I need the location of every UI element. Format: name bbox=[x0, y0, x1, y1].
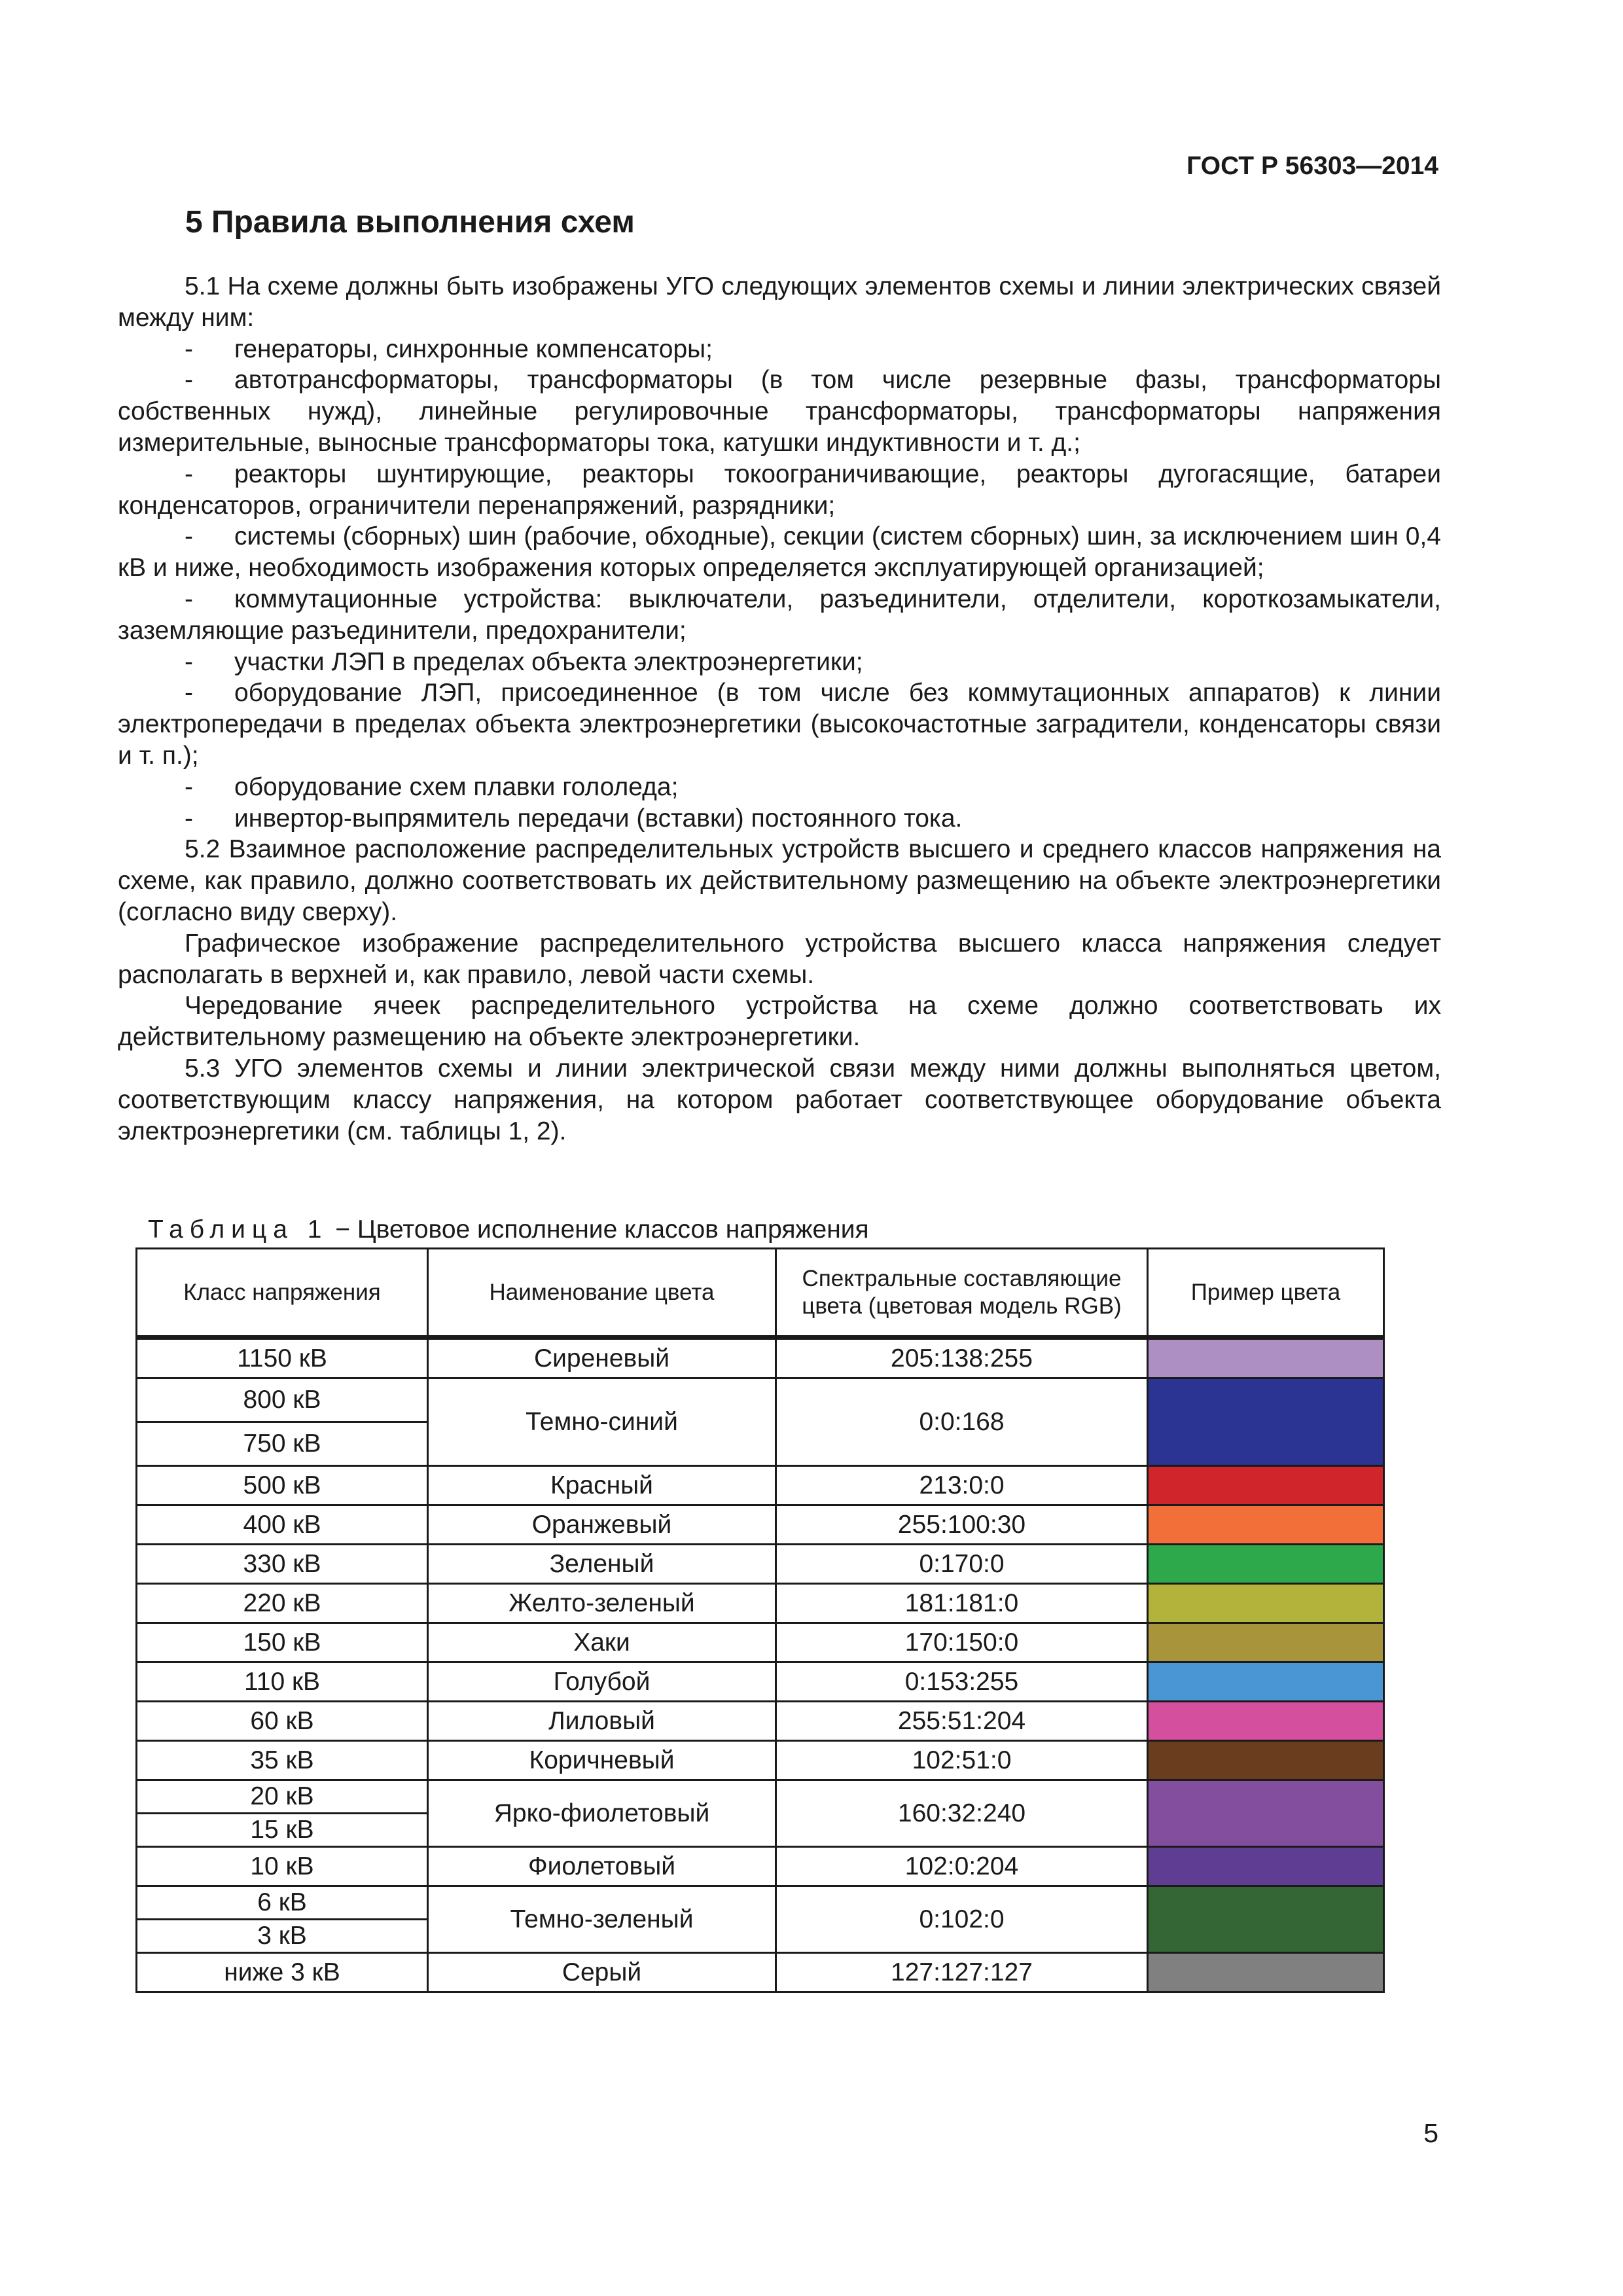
color-name-cell: Желто-зеленый bbox=[428, 1584, 776, 1623]
header-rgb-components: Спектральные составляющие цвета (цветовая модель RGB) bbox=[776, 1249, 1148, 1338]
list-item bbox=[118, 803, 1441, 834]
voltage-class-cell: 220 кВ bbox=[137, 1584, 428, 1623]
table-row bbox=[137, 1545, 1384, 1584]
table-row bbox=[137, 1741, 1384, 1780]
color-name-cell: Сиреневый bbox=[428, 1338, 776, 1378]
color-swatch bbox=[1148, 1378, 1384, 1466]
list-dash: - bbox=[185, 459, 193, 488]
list-item bbox=[118, 459, 1441, 522]
voltage-class-cell: 330 кВ bbox=[137, 1545, 428, 1584]
voltage-class-cell: 110 кВ bbox=[137, 1662, 428, 1702]
voltage-class-cell: 1150 кВ bbox=[137, 1338, 428, 1378]
list-item bbox=[118, 334, 1441, 365]
table-row bbox=[137, 1953, 1384, 1992]
table-caption-label: Таблица 1 bbox=[148, 1215, 329, 1244]
standard-code: ГОСТ Р 56303—2014 bbox=[1186, 152, 1438, 180]
paragraph-5-1: 5.1 На схеме должны быть изображены УГО следующих элементов схемы и линии электрических связей между ним: bbox=[118, 272, 1441, 332]
voltage-class-cell: 15 кВ bbox=[137, 1814, 428, 1847]
color-swatch bbox=[1148, 1780, 1384, 1847]
rgb-cell: 255:51:204 bbox=[776, 1702, 1148, 1741]
color-name-cell: Хаки bbox=[428, 1623, 776, 1662]
voltage-color-table bbox=[135, 1247, 1385, 1993]
table-header-row bbox=[137, 1249, 1384, 1338]
table-row bbox=[137, 1662, 1384, 1702]
list-item bbox=[118, 365, 1441, 458]
rgb-cell: 0:153:255 bbox=[776, 1662, 1148, 1702]
color-swatch bbox=[1148, 1545, 1384, 1584]
voltage-class-cell: 20 кВ bbox=[137, 1780, 428, 1814]
color-name-cell: Серый bbox=[428, 1953, 776, 1992]
color-name-cell: Оранжевый bbox=[428, 1505, 776, 1545]
rgb-cell: 170:150:0 bbox=[776, 1623, 1148, 1662]
list-item bbox=[118, 677, 1441, 771]
voltage-class-cell: 400 кВ bbox=[137, 1505, 428, 1545]
rgb-cell: 255:100:30 bbox=[776, 1505, 1148, 1545]
color-name-cell: Фиолетовый bbox=[428, 1847, 776, 1886]
voltage-class-cell: 750 кВ bbox=[137, 1422, 428, 1466]
table-row bbox=[137, 1623, 1384, 1662]
rgb-cell: 102:0:204 bbox=[776, 1847, 1148, 1886]
color-name-cell: Ярко-фиолетовый bbox=[428, 1780, 776, 1847]
table-row bbox=[137, 1847, 1384, 1886]
list-dash: - bbox=[185, 366, 193, 395]
list-dash: - bbox=[185, 804, 193, 833]
rgb-cell: 0:0:168 bbox=[776, 1378, 1148, 1466]
voltage-class-cell: 10 кВ bbox=[137, 1847, 428, 1886]
color-swatch bbox=[1148, 1584, 1384, 1623]
rgb-cell: 0:102:0 bbox=[776, 1886, 1148, 1953]
color-swatch bbox=[1148, 1466, 1384, 1505]
list-item bbox=[118, 521, 1441, 584]
header-color-sample: Пример цвета bbox=[1148, 1249, 1384, 1338]
color-swatch bbox=[1148, 1623, 1384, 1662]
table-row bbox=[137, 1702, 1384, 1741]
list-dash: - bbox=[185, 679, 193, 708]
voltage-class-cell: 6 кВ bbox=[137, 1886, 428, 1920]
list-dash: - bbox=[185, 584, 193, 613]
list-item-text: автотрансформаторы, трансформаторы (в том числе резервные фазы, трансформаторы собственных нужд), линейные регулировочные трансформаторы, трансформаторы напряжения измерительные, выносные трансформаторы тока, катушки индуктивности и т. д.; bbox=[118, 366, 1441, 457]
rgb-cell: 160:32:240 bbox=[776, 1780, 1148, 1847]
rgb-cell: 213:0:0 bbox=[776, 1466, 1148, 1505]
voltage-class-cell: 500 кВ bbox=[137, 1466, 428, 1505]
color-name-cell: Темно-синий bbox=[428, 1378, 776, 1466]
paragraph-5-3: 5.3 УГО элементов схемы и линии электрической связи между ними должны выполняться цветом, соответствующим классу напряжения, на котором работает соответствующее оборудование объекта электроэнергетики (см. таблицы 1, 2). bbox=[118, 1054, 1441, 1145]
list-item-text: реакторы шунтирующие, реакторы токоограничивающие, реакторы дугогасящие, батареи конденсаторов, ограничители перенапряжений, разрядники; bbox=[118, 459, 1441, 520]
list-item bbox=[118, 584, 1441, 647]
list-item-text: оборудование ЛЭП, присоединенное (в том числе без коммутационных аппаратов) к линии электропередачи в пределах объекта электроэнергетики (высокочастотные заградители, конденсаторы связи и т. п.); bbox=[118, 679, 1441, 770]
color-swatch bbox=[1148, 1662, 1384, 1702]
table-row bbox=[137, 1584, 1384, 1623]
paragraph-5-2: 5.2 Взаимное расположение распределительных устройств высшего и среднего классов напряжения на схеме, как правило, должно соответствовать их действительному размещению на объекте электроэнергетики (согласно виду сверху). bbox=[118, 835, 1441, 926]
table-row bbox=[137, 1338, 1384, 1378]
rgb-cell: 102:51:0 bbox=[776, 1741, 1148, 1780]
list-item-text: участки ЛЭП в пределах объекта электроэнергетики; bbox=[234, 647, 863, 676]
color-swatch bbox=[1148, 1741, 1384, 1780]
voltage-class-cell: 800 кВ bbox=[137, 1378, 428, 1422]
paragraph: Графическое изображение распределительного устройства высшего класса напряжения следует располагать в верхней и, как правило, левой части схемы. bbox=[118, 929, 1441, 989]
color-swatch bbox=[1148, 1847, 1384, 1886]
table-row bbox=[137, 1378, 1384, 1422]
rgb-cell: 181:181:0 bbox=[776, 1584, 1148, 1623]
color-name-cell: Коричневый bbox=[428, 1741, 776, 1780]
list-dash: - bbox=[185, 772, 193, 801]
color-swatch bbox=[1148, 1953, 1384, 1992]
list-item-text: генераторы, синхронные компенсаторы; bbox=[234, 334, 713, 363]
color-swatch bbox=[1148, 1886, 1384, 1953]
voltage-class-cell: 3 кВ bbox=[137, 1920, 428, 1953]
color-name-cell: Темно-зеленый bbox=[428, 1886, 776, 1953]
table-row bbox=[137, 1505, 1384, 1545]
list-dash: - bbox=[185, 522, 193, 551]
voltage-class-cell: ниже 3 кВ bbox=[137, 1953, 428, 1992]
voltage-class-cell: 150 кВ bbox=[137, 1623, 428, 1662]
list-dash: - bbox=[185, 647, 193, 676]
page-number: 5 bbox=[1423, 2118, 1438, 2148]
table-caption-text: − Цветовое исполнение классов напряжения bbox=[328, 1215, 869, 1244]
rgb-cell: 0:170:0 bbox=[776, 1545, 1148, 1584]
table-row bbox=[137, 1780, 1384, 1814]
header-color-name: Наименование цвета bbox=[428, 1249, 776, 1338]
rgb-cell: 127:127:127 bbox=[776, 1953, 1148, 1992]
color-swatch bbox=[1148, 1338, 1384, 1378]
list-item-text: системы (сборных) шин (рабочие, обходные), секции (систем сборных) шин, за исключением шин 0,4 кВ и ниже, необходимость изображения которых определяется эксплуатирующей организацией; bbox=[118, 522, 1441, 583]
body-text bbox=[118, 271, 1441, 1147]
voltage-class-cell: 60 кВ bbox=[137, 1702, 428, 1741]
list-item bbox=[118, 647, 1441, 678]
rgb-cell: 205:138:255 bbox=[776, 1338, 1148, 1378]
list-item-text: оборудование схем плавки гололеда; bbox=[234, 772, 679, 801]
list-item bbox=[118, 772, 1441, 803]
header-voltage-class: Класс напряжения bbox=[137, 1249, 428, 1338]
voltage-class-cell: 35 кВ bbox=[137, 1741, 428, 1780]
table-row bbox=[137, 1466, 1384, 1505]
table-row bbox=[137, 1886, 1384, 1920]
list-item-text: коммутационные устройства: выключатели, разъединители, отделители, короткозамыкатели, заземляющие разъединители, предохранители; bbox=[118, 584, 1441, 645]
color-name-cell: Красный bbox=[428, 1466, 776, 1505]
section-title: 5 Правила выполнения схем bbox=[185, 205, 635, 240]
color-swatch bbox=[1148, 1505, 1384, 1545]
list-item-text: инвертор-выпрямитель передачи (вставки) постоянного тока. bbox=[234, 804, 963, 833]
color-swatch bbox=[1148, 1702, 1384, 1741]
paragraph: Чередование ячеек распределительного устройства на схеме должно соответствовать их действительному размещению на объекте электроэнергетики. bbox=[118, 992, 1441, 1052]
color-name-cell: Голубой bbox=[428, 1662, 776, 1702]
list-dash: - bbox=[185, 334, 193, 363]
color-name-cell: Лиловый bbox=[428, 1702, 776, 1741]
table-caption bbox=[148, 1215, 869, 1244]
color-name-cell: Зеленый bbox=[428, 1545, 776, 1584]
